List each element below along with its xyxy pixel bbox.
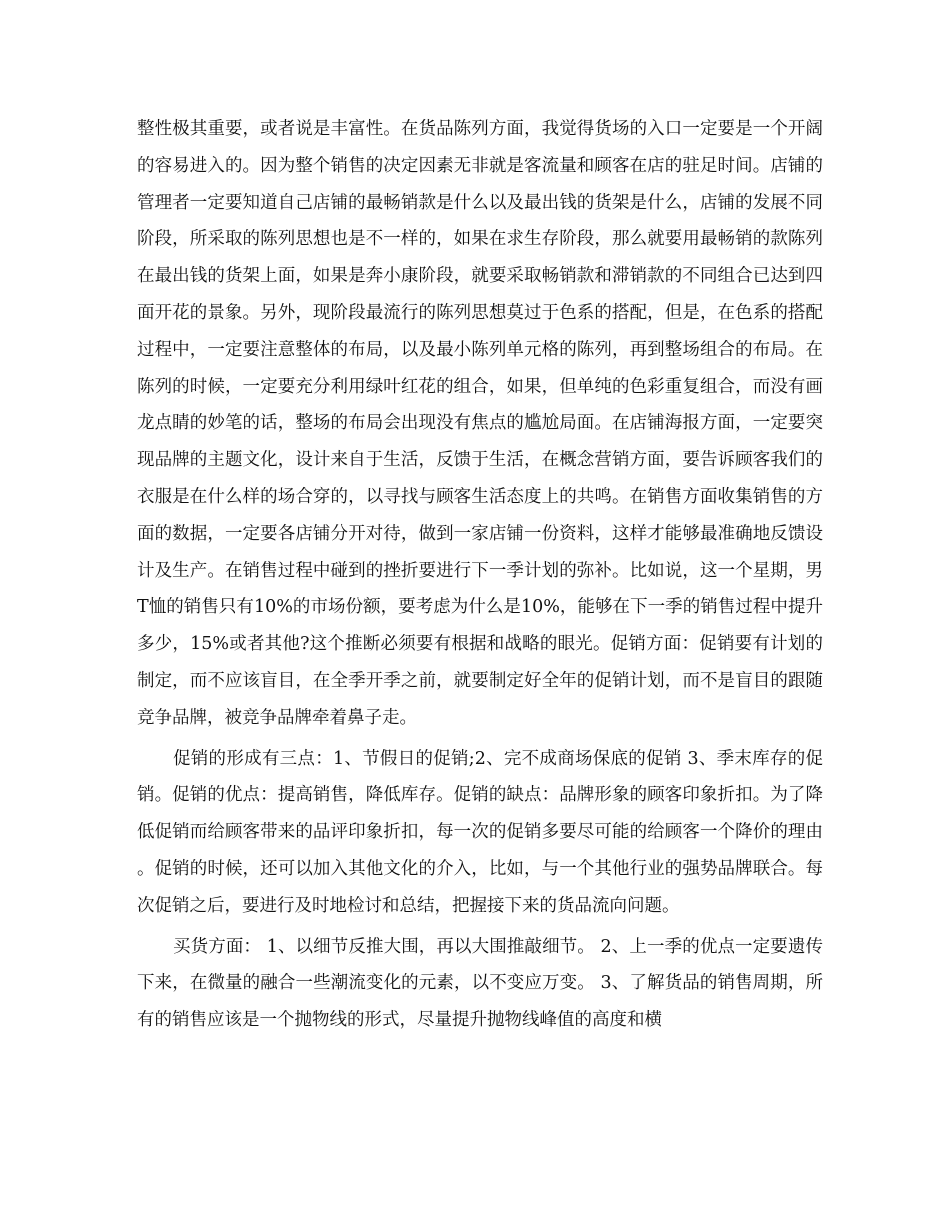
paragraph-purchasing: 买货方面： 1、以细节反推大围，再以大围推敲细节。 2、上一季的优点一定要遗传下来，在微量的融合一些潮流变化的元素，以不变应万变。 3、了解货品的销售周期，所有的销售应该是一个抛物线的形式，尽量提升抛物线峰值的高度和横: [137, 936, 823, 1031]
document-body: [137, 111, 823, 1039]
paragraph-display-strategy: 整性极其重要，或者说是丰富性。在货品陈列方面，我觉得货场的入口一定要是一个开阔的容易进入的。因为整个销售的决定因素无非就是客流量和顾客在店的驻足时间。店铺的管理者一定要知道自己店铺的最畅销款是什么以及最出钱的货架是什么，店铺的发展不同阶段，所采取的陈列思想也是不一样的，如果在求生存阶段，那么就要用最畅销的款陈列在最出钱的货架上面，如果是奔小康阶段，就要采取畅销款和滞销款的不同组合已达到四面开花的景象。另外，现阶段最流行的陈列思想莫过于色系的搭配，但是，在色系的搭配过程中，一定要注意整体的布局，以及最小陈列单元格的陈列，再到整场组合的布局。在陈列的时候，一定要充分利用绿叶红花的组合，如果，但单纯的色彩重复组合，而没有画龙点睛的妙笔的话，整场的布局会出现没有焦点的尴尬局面。在店铺海报方面，一定要突现品牌的主题文化，设计来自于生活，反馈于生活，在概念营销方面，要告诉顾客我们的衣服是在什么样的场合穿的，以寻找与顾客生活态度上的共鸣。在销售方面收集销售的方面的数据，一定要各店铺分开对待，做到一家店铺一份资料，这样才能够最准确地反馈设计及生产。在销售过程中碰到的挫折要进行下一季计划的弥补。比如说，这一个星期，男T恤的销售只有10%的市场份额，要考虑为什么是10%，能够在下一季的销售过程中提升多少，15%或者其他?这个推断必须要有根据和战略的眼光。促销方面：促销要有计划的制定，而不应该盲目，在全季开季之前，就要制定好全年的促销计划，而不是盲目的跟随竞争品牌，被竞争品牌牵着鼻子走。: [137, 119, 823, 728]
paragraph-promotion: 促销的形成有三点：1、节假日的促销;2、完不成商场保底的促销 3、季末库存的促销。促销的优点：提高销售，降低库存。促销的缺点：品牌形象的顾客印象折扣。为了降低促销而给顾客带来的品评印象折扣，每一次的促销多要尽可能的给顾客一个降价的理由。促销的时候，还可以加入其他文化的介入，比如，与一个其他行业的强势品牌联合。每次促销之后，要进行及时地检讨和总结，把握接下来的货品流向问题。: [137, 748, 823, 916]
